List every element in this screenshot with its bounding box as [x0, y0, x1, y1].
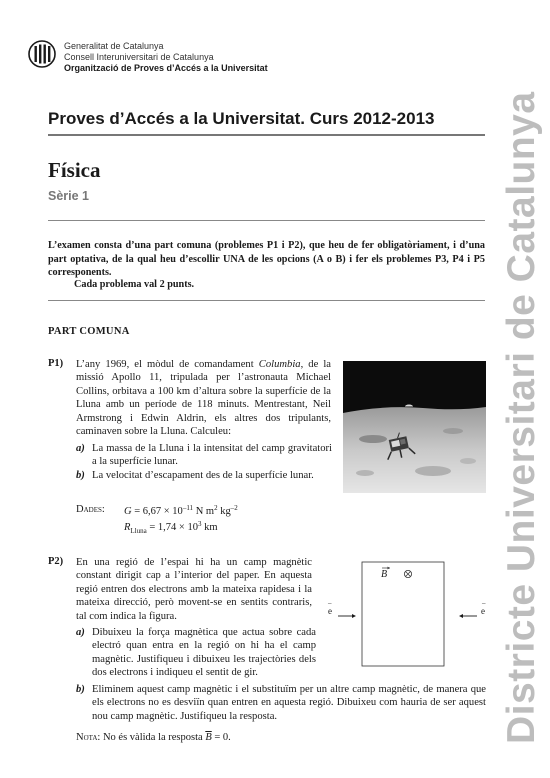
electron-left-charge: – [328, 599, 332, 607]
note-label: Nota: [76, 732, 101, 743]
p1-text-start: L’any 1969, el mòdul de comandament [76, 359, 259, 370]
series-label: Sèrie 1 [48, 189, 90, 203]
divider [48, 134, 485, 136]
intro-text: L’examen consta d’una part comuna (problemes P1 i P2), que heu de fer obligatòriament, i d’una part optativa, de la qual heu d’escollir UNA de les opcions (A o B) i fer els problemes P3, P4 i P5 corresponents. [48, 240, 485, 278]
question-label: a) [76, 627, 85, 638]
question-text: Dibuixeu la força magnètica que actua sobre cada electró quan entra en la regió on hi ha el camp magnètic. Justifiqueu i dibuixeu les trajectòries dels dos electrons i indiqueu el sentit de gir. [92, 627, 316, 679]
note-text-end: = 0. [211, 732, 231, 743]
g-units-kg-exponent: –2 [230, 504, 238, 512]
question-label: b) [76, 684, 85, 695]
electron-left-label: e [328, 606, 332, 616]
g-value: = 6,67 × 10 [131, 506, 183, 517]
g-exponent: –11 [182, 504, 194, 512]
r-exponent: 3 [197, 520, 202, 528]
note-vector: $\overline{B}$ [205, 732, 212, 743]
data-moon-radius [124, 520, 218, 535]
field-label: B [381, 569, 388, 580]
question-text: Eliminem aquest camp magnètic i el substituïm per un altre camp magnètic, de manera que els electrons no es desviïn quan entren en aquesta regió. Dibuixeu com hauria de ser aquest nou camp magnètic. Justifiqueu la resposta. [92, 684, 486, 722]
question-p2b [76, 683, 486, 725]
divider [48, 300, 485, 301]
divider [48, 220, 485, 221]
question-label: b) [76, 470, 85, 481]
electron-right-charge: – [482, 599, 486, 607]
moon-photo [343, 361, 486, 493]
data-label: Dades: [76, 504, 105, 515]
question-p2a [76, 626, 316, 680]
org-line-2: Consell Interuniversitari de Catalunya [64, 52, 214, 62]
org-line-3: Organització de Proves d’Accés a la Universitat [64, 63, 268, 73]
note-text-start: No és vàlida la resposta [100, 732, 206, 743]
intro-points: Cada problema val 2 punts. [74, 279, 195, 290]
question-label: a) [76, 443, 85, 454]
field-region [362, 562, 444, 666]
r-symbol: R [124, 522, 131, 533]
electron-right-label: e [481, 606, 485, 616]
question-p1a [76, 442, 332, 470]
question-text: La velocitat d’escapament des de la superfície lunar. [92, 470, 314, 481]
part-heading: PART COMUNA [48, 326, 130, 337]
r-units: km [201, 522, 218, 533]
p1-module-name: Columbia [258, 359, 301, 370]
g-symbol: G [124, 506, 132, 517]
side-vertical-title: Districte Universitari de Catalunya [500, 91, 543, 744]
data-gravitational-constant [124, 504, 238, 517]
note [76, 732, 231, 743]
problem-label-p2: P2) [48, 556, 64, 567]
r-value: = 1,74 × 10 [146, 522, 198, 533]
org-line-1: Generalitat de Catalunya [64, 41, 164, 51]
g-units-exponent: 2 [214, 504, 218, 512]
r-subscript: Lluna [130, 527, 147, 535]
p1-text-end: , de la missió Apollo 11, tripulada per l’astronauta Michael Collins, orbitava a 100 km d’altura sobre la superfície de la Lluna amb un període de 118 minuts. Mentrestant, Neil Armstrong i Edwin Aldrin, els altres dos tripulants, caminaven sobre la Lluna. Calculeu: [76, 359, 332, 438]
g-units: N m [193, 506, 215, 517]
question-p1b [76, 469, 332, 497]
exam-title: Proves d’Accés a la Universitat. Curs 2012-2013 [48, 109, 435, 128]
question-text: La massa de la Lluna i la intensitat del camp gravitatori a la superfície lunar. [92, 443, 332, 468]
magnetic-field-figure [322, 560, 497, 670]
problem-label-p1: P1) [48, 358, 64, 369]
problem-text-p1 [76, 358, 331, 438]
field-vector-arrowhead [388, 567, 391, 570]
subject-title: Física [48, 158, 101, 182]
generalitat-logo [28, 40, 56, 68]
problem-text-p2: En una regió de l’espai hi ha un camp magnètic constant dirigit cap a l’interior del paper. En aquesta regió entren dos electrons amb la mateixa rapidesa i la mateixa direcció, però movent-se en sentits contraris, tal com indica la figura. [76, 557, 312, 622]
g-units-kg: kg [217, 506, 231, 517]
